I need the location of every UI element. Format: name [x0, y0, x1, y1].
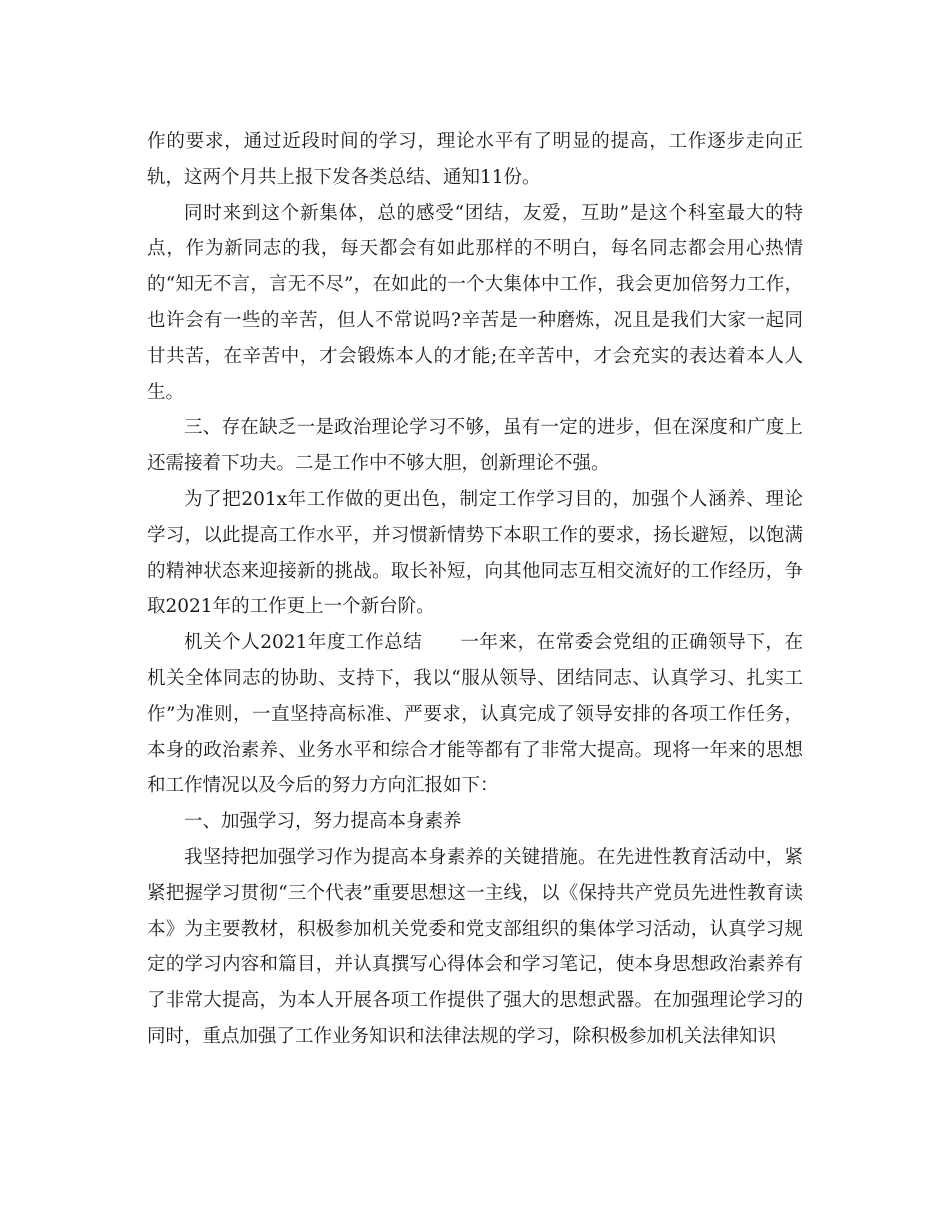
- paragraph-2: 同时来到这个新集体，总的感受“团结，友爱，互助”是这个科室最大的特点，作为新同志的我，每天都会有如此那样的不明白，每名同志都会用心热情的“知无不言，言无不尽”，在如此的一个大集体中工作，我会更加倍努力工作，也许会有一些的辛苦，但人不常说吗?辛苦是一种磨炼，况且是我们大家一起同甘共苦，在辛苦中，才会锻炼本人的才能;在辛苦中，才会充实的表达着本人人生。: [147, 202, 803, 403]
- paragraph-1: 作的要求，通过近段时间的学习，理论水平有了明显的提高，工作逐步走向正轨，这两个月共上报下发各类总结、通知11份。: [147, 131, 803, 188]
- paragraph-7: 我坚持把加强学习作为提高本身素养的关键措施。在先进性教育活动中，紧紧把握学习贯彻“三个代表”重要思想这一主线，以《保持共产党员先进性教育读本》为主要教材，积极参加机关党委和党支部组织的集体学习活动，认真学习规定的学习内容和篇目，并认真撰写心得体会和学习笔记，使本身思想政治素养有了非常大提高，为本人开展各项工作提供了强大的思想武器。在加强理论学习的同时，重点加强了工作业务知识和法律法规的学习，除积极参加机关法律知识: [147, 846, 803, 1047]
- paragraph-3: 三、存在缺乏一是政治理论学习不够，虽有一定的进步，但在深度和广度上还需接着下功夫。二是工作中不够大胆，创新理论不强。: [147, 417, 803, 475]
- paragraph-4: 为了把201x年工作做的更出色，制定工作学习目的，加强个人涵养、理论学习，以此提高工作水平，并习惯新情势下本职工作的要求，扬长避短，以饱满的精神状态来迎接新的挑战。取长补短，向其他同志互相交流好的工作经历，争取2021年的工作更上一个新台阶。: [147, 488, 803, 618]
- section-heading: 一、加强学习，努力提高本身素养: [184, 811, 462, 833]
- paragraph-5: 机关个人2021年度工作总结 一年来，在常委会党组的正确领导下，在机关全体同志的协助、支持下，我以“服从领导、团结同志、认真学习、扎实工作”为准则，一直坚持高标准、严要求，认真完成了领导安排的各项工作任务，本身的政治素养、业务水平和综合才能等都有了非常大提高。现将一年来的思想和工作情况以及今后的努力方向汇报如下：: [147, 632, 803, 797]
- document-body: [147, 124, 803, 1055]
